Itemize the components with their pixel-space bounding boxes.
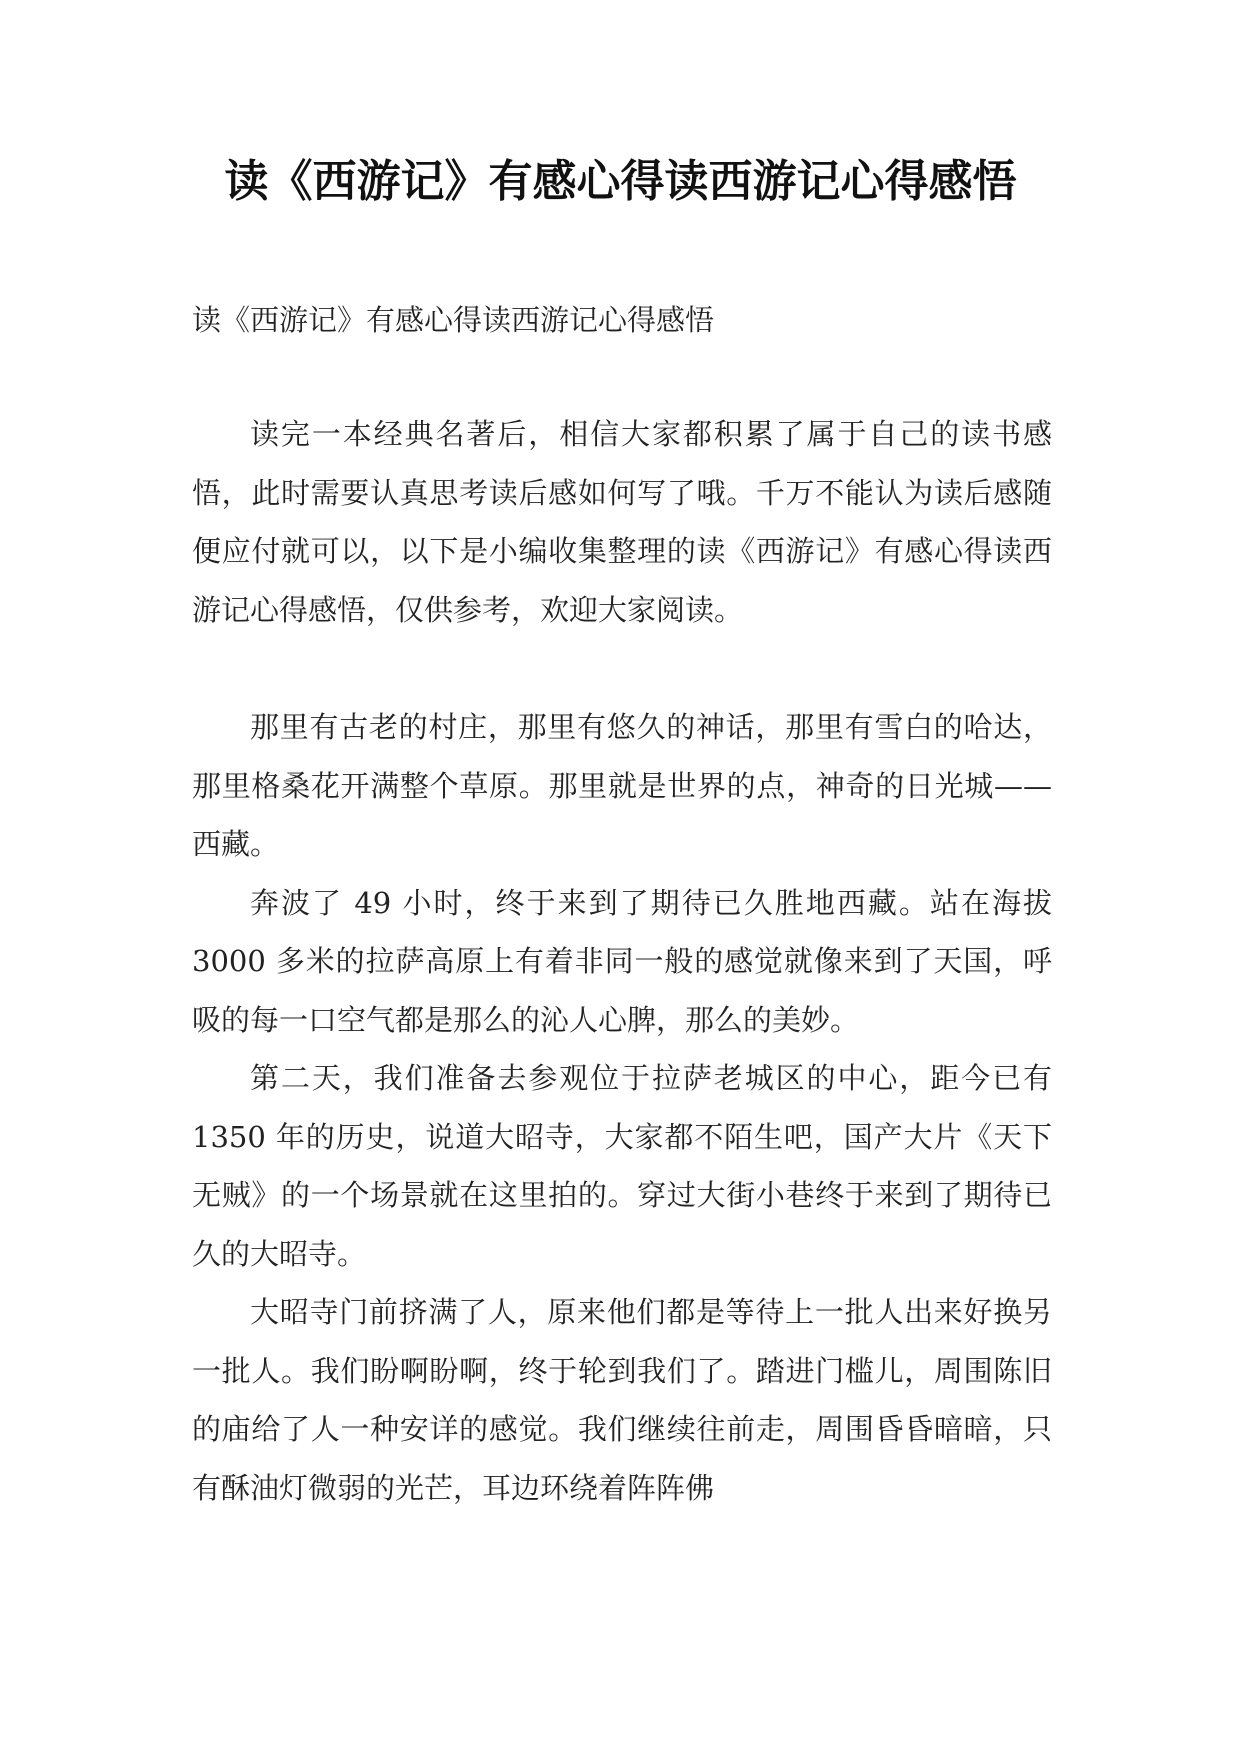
paragraph-3: 第二天，我们准备去参观位于拉萨老城区的中心，距今已有 1350 年的历史，说道大昭寺，大家都不陌生吧，国产大片《天下无贼》的一个场景就在这里拍的。穿过大街小巷终于来到了期待已久的大昭寺。 bbox=[192, 1061, 1052, 1271]
paragraph-1: 那里有古老的村庄，那里有悠久的神话，那里有雪白的哈达，那里格桑花开满整个草原。那里就是世界的点，神奇的日光城——西藏。 bbox=[192, 710, 1052, 861]
main-section bbox=[192, 698, 1052, 1517]
document-title: 读《西游记》有感心得读西游记心得感悟 bbox=[224, 156, 1017, 207]
intro-section bbox=[192, 405, 1052, 639]
intro-paragraph: 读完一本经典名著后，相信大家都积累了属于自己的读书感悟，此时需要认真思考读后感如何写了哦。千万不能认为读后感随便应付就可以，以下是小编收集整理的读《西游记》有感心得读西游记心得感悟，仅供参考，欢迎大家阅读。 bbox=[192, 417, 1052, 627]
paragraph-4: 大昭寺门前挤满了人，原来他们都是等待上一批人出来好换另一批人。我们盼啊盼啊，终于轮到我们了。踏进门槛儿，周围陈旧的庙给了人一种安详的感觉。我们继续往前走，周围昏昏暗暗，只有酥油灯微弱的光芒，耳边环绕着阵阵佛 bbox=[192, 1295, 1052, 1505]
paragraph-2: 奔波了 49 小时，终于来到了期待已久胜地西藏。站在海拔 3000 多米的拉萨高原上有着非同一般的感觉就像来到了天国，呼吸的每一口空气都是那么的沁人心脾，那么的美妙。 bbox=[192, 885, 1052, 1037]
document-subtitle: 读《西游记》有感心得读西游记心得感悟 bbox=[192, 303, 715, 337]
